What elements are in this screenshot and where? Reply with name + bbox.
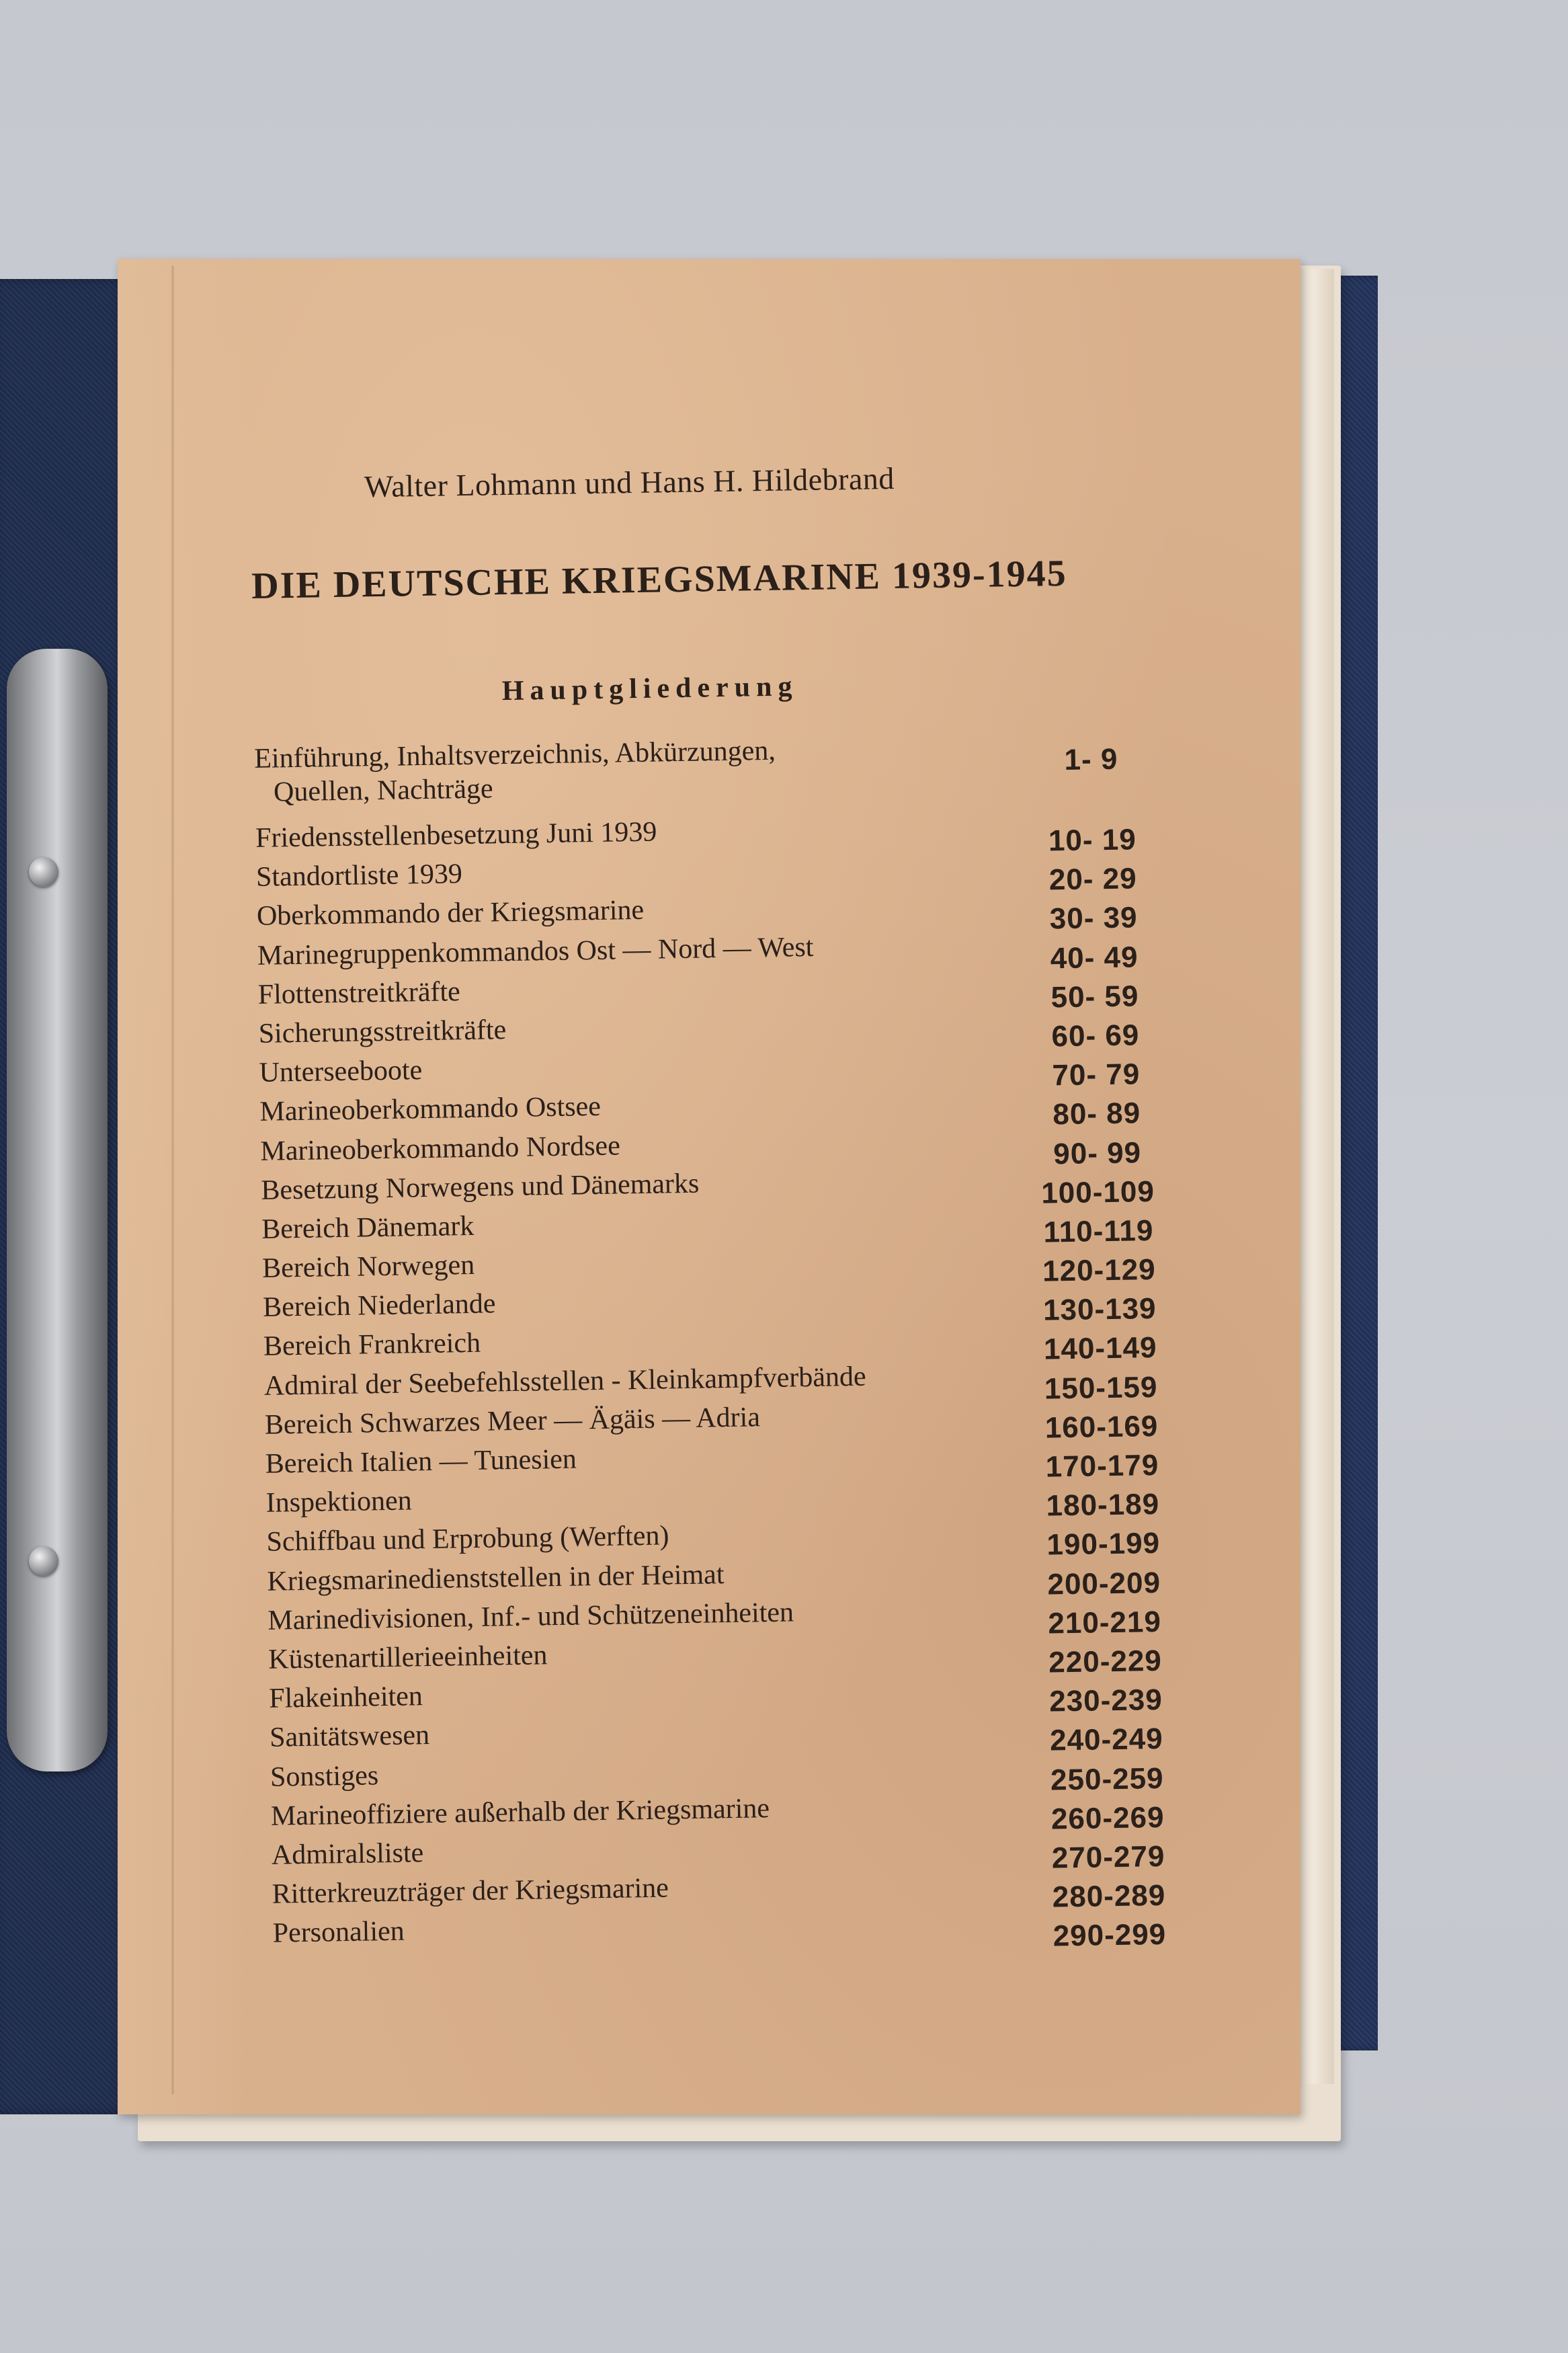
- toc-label: Bereich Dänemark: [261, 1210, 474, 1245]
- toc-label: Unterseeboote: [259, 1055, 423, 1088]
- toc-pages: 170-179: [1045, 1448, 1159, 1484]
- toc-label: Bereich Norwegen: [261, 1249, 475, 1284]
- toc-label: Schiffbau und Erprobung (Werften): [266, 1520, 669, 1558]
- toc-pages: 280-289: [1052, 1878, 1166, 1914]
- toc-label: Flottenstreitkräfte: [257, 975, 461, 1010]
- toc-row: [254, 729, 1169, 822]
- toc-pages: 1- 9: [1064, 742, 1118, 777]
- toc-label: Sonstiges: [270, 1759, 379, 1793]
- toc-pages: 80- 89: [1052, 1096, 1141, 1131]
- toc-pages: 50- 59: [1050, 980, 1139, 1014]
- toc-pages: 220-229: [1048, 1644, 1163, 1679]
- toc-label: Bereich Niederlande: [262, 1288, 496, 1324]
- toc-pages: 260-269: [1050, 1800, 1165, 1836]
- toc-label: Inspektionen: [265, 1485, 412, 1519]
- toc-pages: 290-299: [1053, 1918, 1167, 1953]
- toc-pages: 70- 79: [1052, 1058, 1141, 1092]
- toc-pages: 240-249: [1049, 1722, 1163, 1757]
- toc-label: Personalien: [272, 1915, 405, 1949]
- table-of-contents: [254, 729, 1187, 1957]
- book-title: DIE DEUTSCHE KRIEGSMARINE 1939-1945: [251, 552, 1068, 607]
- toc-pages: 20- 29: [1048, 862, 1138, 897]
- toc-label-continued: Quellen, Nachträge: [273, 773, 493, 808]
- toc-pages: 180-189: [1046, 1488, 1160, 1523]
- toc-label: Friedensstellenbesetzung Juni 1939: [255, 816, 657, 854]
- toc-pages: 120-129: [1042, 1253, 1157, 1288]
- toc-pages: 250-259: [1050, 1761, 1164, 1797]
- page-fold-line: [171, 266, 174, 2094]
- binder-clamp: [7, 649, 108, 1771]
- rivet-icon: [29, 857, 58, 887]
- toc-pages: 110-119: [1043, 1213, 1154, 1249]
- toc-label: Standortliste 1939: [255, 859, 463, 893]
- toc-label: Küstenartillerieeinheiten: [267, 1640, 548, 1675]
- toc-pages: 10- 19: [1048, 823, 1137, 858]
- toc-label: Besetzung Norwegens und Dänemarks: [261, 1168, 700, 1206]
- toc-label: Admiralsliste: [271, 1837, 424, 1871]
- toc-pages: 100-109: [1040, 1174, 1155, 1210]
- toc-label: Marinegruppenkommandos Ost — Nord — West: [257, 931, 814, 971]
- toc-pages: 130-139: [1042, 1292, 1157, 1327]
- toc-label: Admiral der Seebefehlsstellen - Kleinkampfverbände: [263, 1361, 866, 1402]
- toc-label: Marineoberkommando Ostsee: [259, 1091, 602, 1128]
- toc-label: Ritterkreuzträger der Kriegsmarine: [272, 1872, 669, 1910]
- toc-label: Einführung, Inhaltsverzeichnis, Abkürzungen,: [253, 735, 776, 774]
- toc-pages: 190-199: [1046, 1527, 1161, 1562]
- toc-label: Flakeinheiten: [268, 1681, 423, 1714]
- section-heading: Hauptgliederung: [501, 671, 798, 707]
- toc-label: Kriegsmarinedienststellen in der Heimat: [267, 1558, 725, 1597]
- toc-pages: 230-239: [1048, 1683, 1163, 1718]
- toc-label: Bereich Italien — Tunesien: [265, 1443, 577, 1480]
- toc-pages: 140-149: [1043, 1331, 1157, 1367]
- toc-pages: 150-159: [1044, 1370, 1158, 1406]
- toc-pages: 270-279: [1051, 1839, 1165, 1875]
- toc-pages: 90- 99: [1053, 1135, 1142, 1170]
- toc-label: Marinedivisionen, Inf.- und Schützeneinheiten: [267, 1597, 794, 1636]
- toc-pages: 160-169: [1044, 1409, 1159, 1445]
- toc-pages: 30- 39: [1049, 901, 1138, 936]
- toc-pages: 40- 49: [1050, 940, 1139, 975]
- toc-pages: 60- 69: [1051, 1019, 1140, 1053]
- toc-label: Marineoberkommando Nordsee: [260, 1129, 621, 1167]
- rivet-icon: [29, 1546, 58, 1576]
- toc-label: Bereich Frankreich: [263, 1328, 481, 1363]
- toc-label: Sanitätswesen: [269, 1720, 430, 1754]
- toc-pages: 200-209: [1047, 1566, 1161, 1601]
- toc-pages: 210-219: [1048, 1605, 1162, 1640]
- toc-label: Oberkommando der Kriegsmarine: [256, 895, 645, 932]
- toc-label: Marineoffiziere außerhalb der Kriegsmarine: [270, 1792, 770, 1832]
- authors-line: Walter Lohmann und Hans H. Hildebrand: [364, 461, 895, 504]
- toc-label: Bereich Schwarzes Meer — Ägäis — Adria: [264, 1402, 761, 1441]
- toc-label: Sicherungsstreitkräfte: [258, 1014, 507, 1049]
